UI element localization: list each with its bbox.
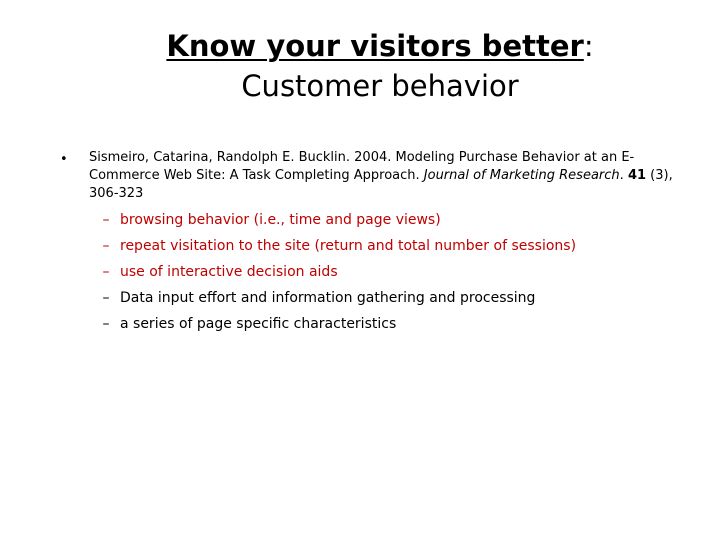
slide-title	[120, 26, 640, 106]
citation-separator: .	[619, 168, 624, 183]
citation-issue-pages: (3), 306-323	[89, 168, 673, 201]
title-subtitle: Customer behavior	[241, 69, 519, 103]
citation-text	[89, 149, 699, 203]
title-emphasis: Know your visitors better	[166, 29, 584, 63]
citation-volume: 41	[627, 168, 647, 183]
sub-bullet-item	[97, 312, 697, 338]
sub-bullet-item	[97, 234, 697, 260]
dash-icon: –	[102, 238, 110, 254]
bullet-icon: •	[60, 152, 68, 167]
dash-icon: –	[102, 290, 110, 306]
dash-icon: –	[102, 264, 110, 280]
dash-icon: –	[102, 316, 110, 332]
citation-main: Sismeiro, Catarina, Randolph E. Bucklin. 2004. Modeling Purchase Behavior at an E-Commerce Web Site: A Task Completing Approach.	[89, 150, 635, 183]
citation-journal: Journal of Marketing Research	[423, 168, 620, 183]
sub-bullet-item	[97, 208, 697, 234]
sub-bullet-item	[97, 286, 697, 312]
sub-bullet-text: repeat visitation to the site (return and total number of sessions)	[120, 238, 577, 254]
sub-bullet-text: browsing behavior (i.e., time and page views)	[120, 212, 441, 228]
sub-bullet-list	[97, 208, 697, 338]
sub-bullet-text: a series of page specific characteristics	[120, 316, 397, 332]
sub-bullet-item	[97, 260, 697, 286]
dash-icon: –	[102, 212, 110, 228]
title-colon: :	[583, 29, 594, 63]
sub-bullet-text: Data input effort and information gathering and processing	[120, 290, 536, 306]
sub-bullet-text: use of interactive decision aids	[120, 264, 338, 280]
